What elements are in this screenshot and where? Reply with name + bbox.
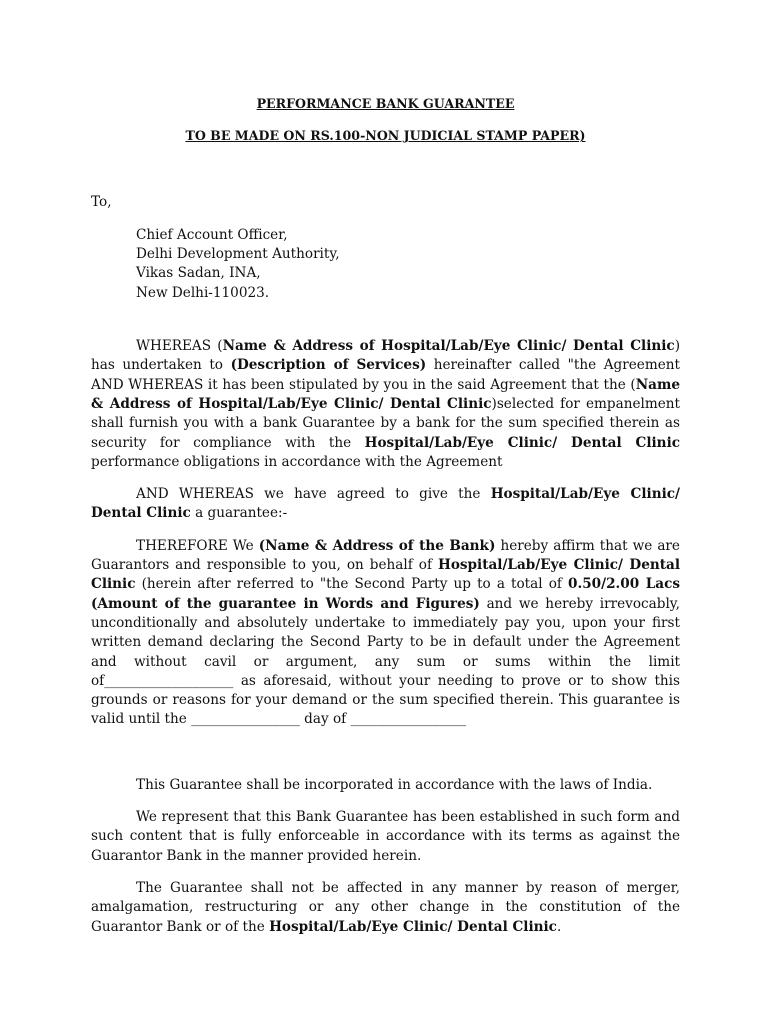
text-run: as aforesaid, without your needing to prove or to show this grounds or reasons for your demand or the sum specified therein. This guarantee is valid until the (91, 672, 680, 728)
paragraph-laws: This Guarantee shall be incorporated in accordance with the laws of India. (136, 776, 653, 793)
text-run: (herein after referred to "the Second Party up to a total of (135, 576, 569, 593)
bold-run: Hospital/Lab/Eye Clinic/ Dental Clinic (91, 486, 680, 522)
paragraph-therefore (91, 537, 680, 730)
paragraph-represent: We represent that this Bank Guarantee has been established in such form and such content that is fully enforceable in accordance with its terms as against the Guarantor Bank in the manner provided herein. (91, 809, 680, 864)
text-run: . (556, 918, 562, 935)
address-line: Delhi Development Authority, (136, 246, 340, 263)
text-run: and we hereby irrevocably, unconditionally and absolutely undertake to immediately pay you, upon your first written demand declaring the Second Party to be in default under the Agreement and without cavil or argument, any sum or sums within the limit of (91, 595, 680, 689)
document-subtitle: TO BE MADE ON RS.100-NON JUDICIAL STAMP PAPER) (185, 128, 586, 144)
bold-run: (Description of Services) (230, 357, 427, 374)
address-line: New Delhi-110023. (136, 284, 270, 301)
text-run: THEREFORE We (136, 537, 259, 554)
fill-in-blank-month: _________________ (350, 711, 467, 728)
text-run: a guarantee:- (190, 505, 288, 522)
bold-run: 0.50/2.00 Lacs (Amount of the guarantee in Words and Figures) (91, 576, 680, 612)
text-run: )selected for empanelment shall furnish you with a bank Guarantee by a bank for the sum specified therein as security for compliance with the (91, 395, 680, 451)
text-run: day of (299, 711, 351, 728)
text-run: WHEREAS ( (136, 338, 223, 355)
bold-run: (Name & Address of the Bank) (258, 537, 496, 554)
paragraph-whereas (91, 337, 680, 472)
bold-run: Hospital/Lab/Eye Clinic/ Dental Clinic (269, 918, 557, 935)
bold-run: Name & Address of Hospital/Lab/Eye Clinic/ Dental Clinic (91, 376, 680, 412)
text-run: The Guarantee shall not be affected in any manner by reason of merger, amalgamation, restructuring or any other change in the constitution of the Guarantor Bank or of the (91, 879, 680, 935)
bold-run: Hospital/Lab/Eye Clinic/ Dental Clinic (91, 557, 680, 593)
salutation: To, (91, 193, 112, 210)
text-run: hereby affirm that we are Guarantors and responsible to you, on behalf of (91, 537, 680, 574)
fill-in-blank-day: ________________ (191, 711, 300, 728)
address-line: Chief Account Officer, (136, 226, 288, 243)
paragraph-not-affected (91, 879, 680, 937)
bold-run: Name & Address of Hospital/Lab/Eye Clinic/ Dental Clinic (222, 338, 675, 355)
text-run: ) has undertaken to (91, 338, 680, 374)
paragraph-and-whereas (91, 485, 680, 524)
text-run: AND WHEREAS we have agreed to give the (136, 486, 491, 503)
document-title: PERFORMANCE BANK GUARANTEE (256, 96, 515, 111)
text-run: performance obligations in accordance with the Agreement (91, 453, 503, 470)
fill-in-blank-amount: ___________________ (104, 672, 234, 689)
text-run: hereinafter called "the Agreement AND WHEREAS it has been stipulated by you in the said Agreement that the ( (91, 357, 680, 393)
bold-run: Hospital/Lab/Eye Clinic/ Dental Clinic (364, 434, 681, 451)
document-body (91, 94, 680, 937)
address-line: Vikas Sadan, INA, (136, 265, 261, 282)
recipient-address (136, 226, 680, 303)
